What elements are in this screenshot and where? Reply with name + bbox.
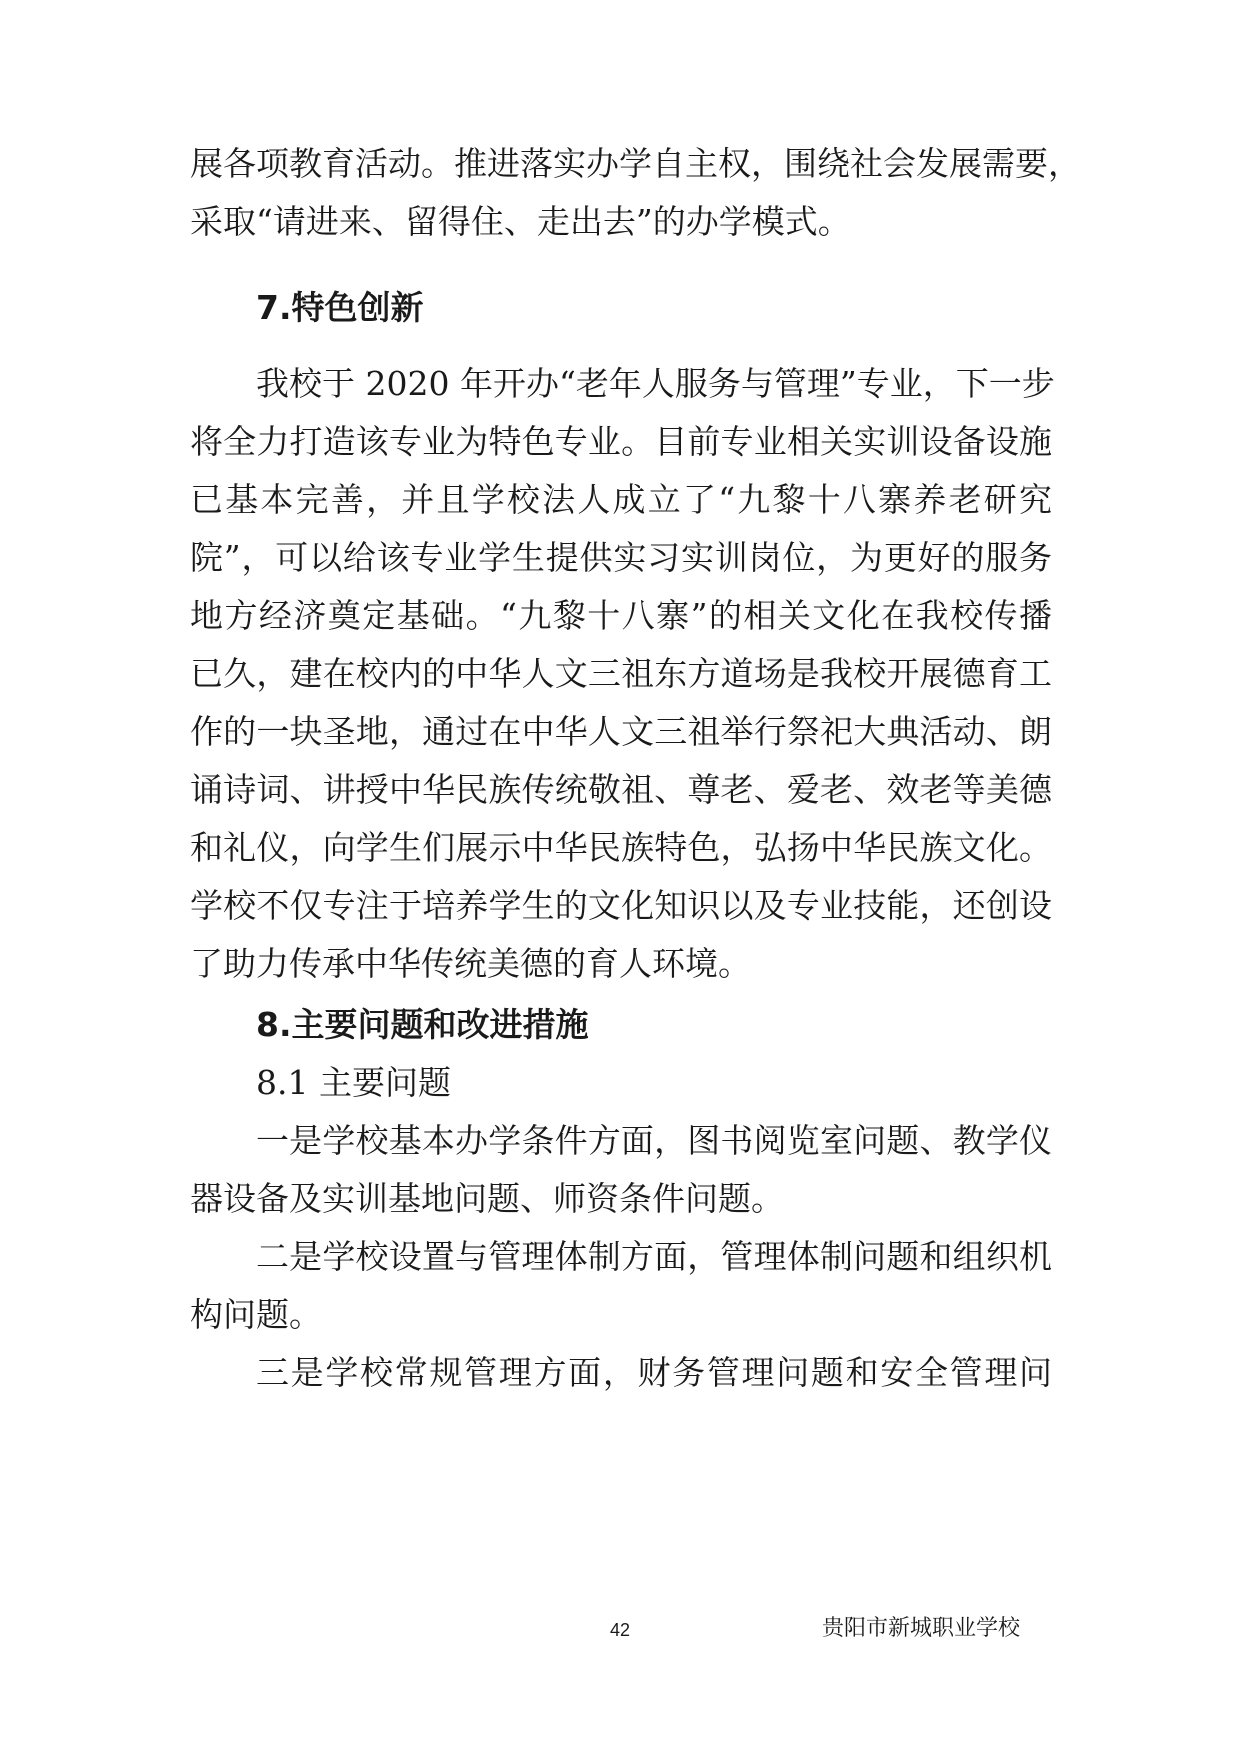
paragraph-line: 院”，可以给该专业学生提供实习实训岗位，为更好的服务	[190, 538, 1052, 577]
paragraph-line: 地方经济奠定基础。“九黎十八寨”的相关文化在我校传播	[190, 596, 1052, 635]
paragraph-line: 三是学校常规管理方面，财务管理问题和安全管理问	[256, 1353, 1052, 1392]
paragraph-line: 和礼仪，向学生们展示中华民族特色，弘扬中华民族文化。	[190, 828, 1052, 867]
paragraph-line: 一是学校基本办学条件方面，图书阅览室问题、教学仪	[256, 1121, 1052, 1160]
paragraph-line: 二是学校设置与管理体制方面，管理体制问题和组织机	[256, 1237, 1052, 1276]
paragraph-line: 学校不仅专注于培养学生的文化知识以及专业技能，还创设	[190, 886, 1052, 925]
paragraph-line: 构问题。	[190, 1295, 322, 1334]
paragraph-line: 作的一块圣地，通过在中华人文三祖举行祭祀大典活动、朗	[190, 712, 1052, 751]
section-heading: 7.特色创新	[256, 288, 424, 327]
paragraph-line: 采取“请进来、留得住、走出去”的办学模式。	[190, 202, 851, 241]
subsection-heading: 8.1 主要问题	[256, 1063, 451, 1102]
paragraph-line: 将全力打造该专业为特色专业。目前专业相关实训设备设施	[190, 422, 1052, 461]
paragraph-line: 已久，建在校内的中华人文三祖东方道场是我校开展德育工	[190, 654, 1052, 693]
paragraph-line: 了助力传承中华传统美德的育人环境。	[190, 944, 751, 983]
paragraph-line: 展各项教育活动。推进落实办学自主权，围绕社会发展需要，	[190, 144, 1081, 183]
paragraph-line: 已基本完善，并且学校法人成立了“九黎十八寨养老研究	[190, 480, 1052, 519]
footer-school-name: 贵阳市新城职业学校	[822, 1616, 1021, 1641]
section-heading: 8.主要问题和改进措施	[256, 1005, 589, 1044]
paragraph-line: 器设备及实训基地问题、师资条件问题。	[190, 1179, 784, 1218]
page-number: 42	[609, 1620, 631, 1640]
paragraph-line: 诵诗词、讲授中华民族传统敬祖、尊老、爱老、效老等美德	[190, 770, 1052, 809]
paragraph-line: 我校于 2020 年开办“老年人服务与管理”专业，下一步	[256, 364, 1055, 403]
